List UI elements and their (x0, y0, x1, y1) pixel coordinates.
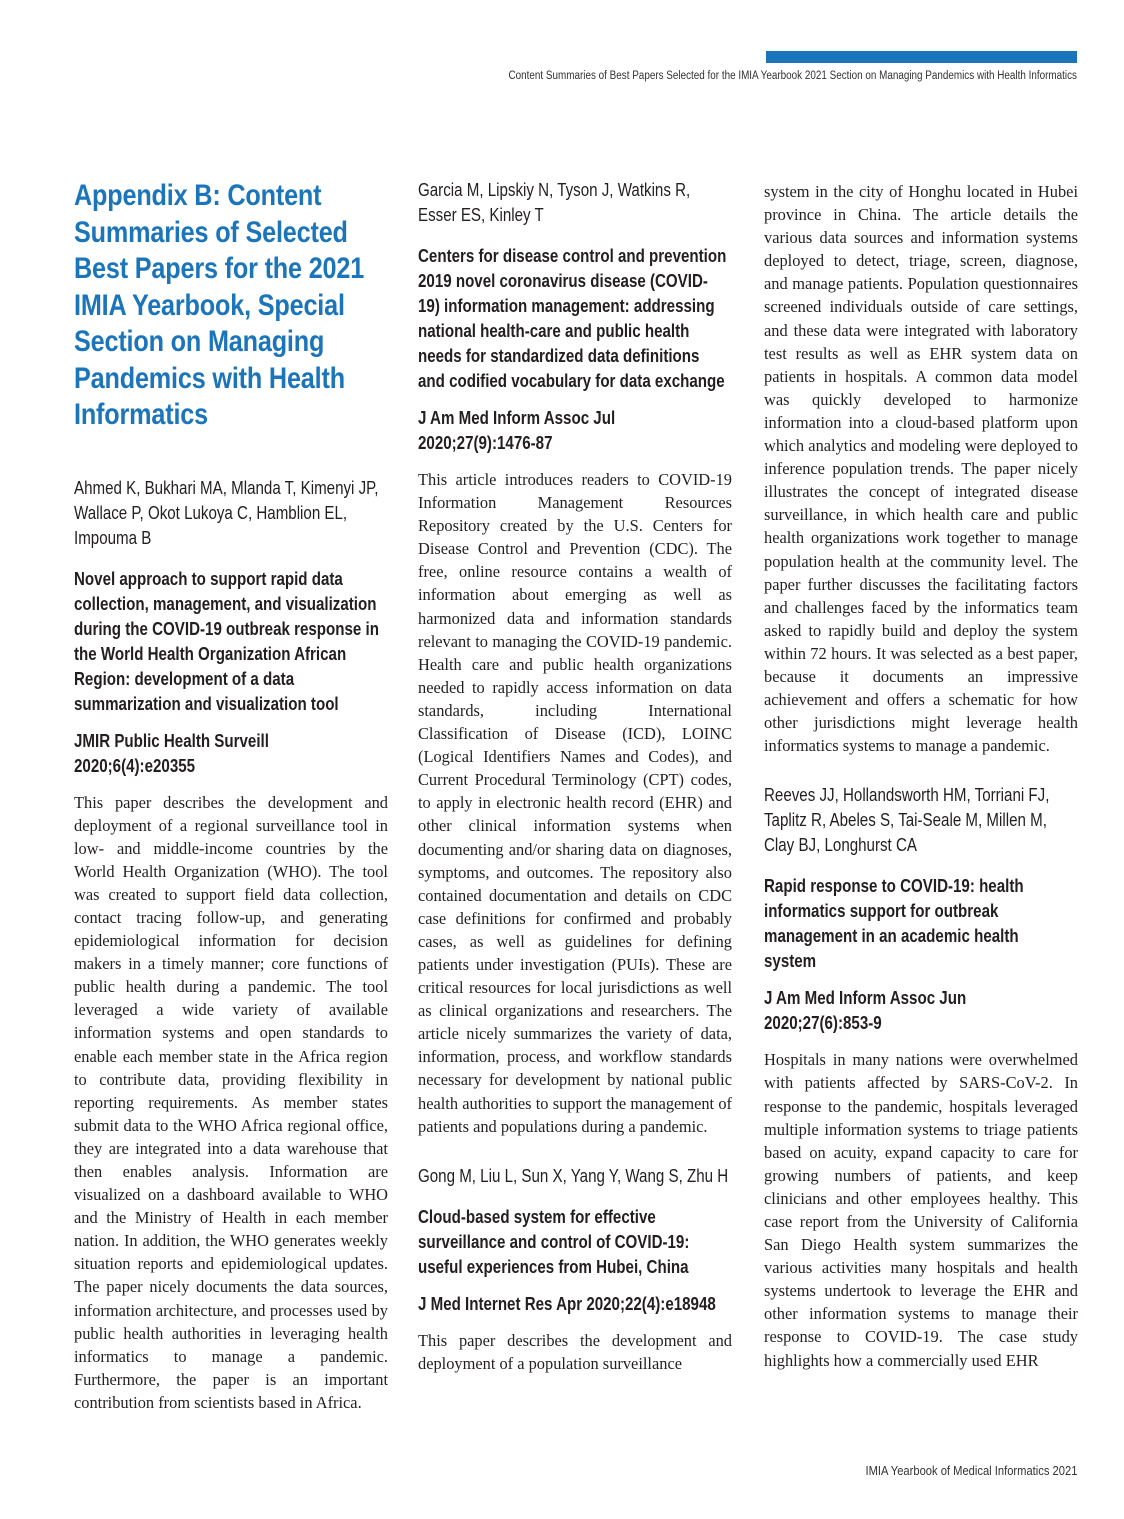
paper-1-title: Novel approach to support rapid data collection, management, and visualization during the COVID-19 outbreak response in the World Health Organization African Region: development of a data summarization and visualization tool (74, 568, 379, 714)
column-3 (764, 178, 1078, 1398)
paper-3-title: Cloud-based system for effective surveillance and control of COVID-19: useful experiences from Hubei, China (418, 1206, 690, 1277)
paper-2-summary: This article introduces readers to COVID-19 Information Management Resources Repository created by the U.S. Centers for Disease Control and Prevention (CDC). The free, online resource contains a wealth of information about emerging as well as harmonized data and information standards relevant to managing the COVID-19 pandemic. Health care and public health organizations needed to rapidly access information on data standards, including International Classification of Disease (ICD), LOINC (Logical Identifiers Names and Codes), and Current Procedural Terminology (CPT) codes, to apply in electronic health record (EHR) and other clinical information systems when documenting and/or sharing data on diagnoses, symptoms, and outcomes. The repository also contained documentation and details on CDC case definitions for confirmed and probably cases, as well as guidelines for defining patients under investigation (PUIs). These are critical resources for local jurisdictions as well as clinical organizations and researchers. The article nicely summarizes the variety of data, information, process, and workflow standards necessary for development by national public health authorities to support the management of patients and populations during a pandemic. (418, 470, 732, 1136)
column-2 (418, 178, 732, 1401)
paper-1-journal: JMIR Public Health Surveill 2020;6(4):e20355 (74, 730, 269, 776)
paper-1-summary: This paper describes the development and deployment of a regional surveillance tool in low- and middle-income countries by the World Health Organization (WHO). The tool was created to support field data collection, contact tracing follow-up, and generating epidemiological information for decision makers in a timely manner; core functions of public health during a pandemic. The tool leveraged a wide variety of available information systems and open standards to enable each member state in the Africa region to contribute data, providing flexibility in reporting requirements. As member states submit data to the WHO Africa regional office, they are integrated into a data warehouse that then enables analysis. Information are visualized on a dashboard available to WHO and the Ministry of Health in each member nation. In addition, the WHO generates weekly situation reports and epidemiological updates. The paper nicely documents the data sources, information architecture, and processes used by public health authorities in leveraging health informatics to manage a pandemic. Furthermore, the paper is an important contribution from scientists based in Africa. (74, 792, 388, 1412)
running-head: Content Summaries of Best Papers Selected for the IMIA Yearbook 2021 Section on Managing Pandemics with Health Informatics (508, 70, 1077, 82)
paper-4-summary: Hospitals in many nations were overwhelmed with patients affected by SARS-CoV-2. In response to the pandemic, hospitals leveraged multiple information systems to triage patients based on acuity, expand capacity to care for growing numbers of patients, and keep clinicians and other employees healthy. This case report from the University of California San Diego Health system summarizes the various activities many hospitals and health systems undertook to leverage the EHR and other information systems to manage their response to COVID-19. The case study highlights how a commercially used EHR (764, 1050, 1078, 1370)
paper-4-title: Rapid response to COVID-19: health informatics support for outbreak management in an academic health system (764, 876, 1024, 972)
paper-2-journal: J Am Med Inform Assoc Jul 2020;27(9):1476-87 (418, 408, 616, 453)
paper-4-journal: J Am Med Inform Assoc Jun 2020;27(6):853-9 (764, 988, 967, 1034)
paper-3-authors: Gong M, Liu L, Sun X, Yang Y, Wang S, Zhu H (418, 1165, 729, 1186)
page-footer: IMIA Yearbook of Medical Informatics 2021 (865, 1463, 1077, 1478)
column-1 (74, 178, 388, 1440)
paper-1-authors: Ahmed K, Bukhari MA, Mlanda T, Kimenyi JP, Wallace P, Okot Lukoya C, Hamblion EL, Impouma B (74, 477, 379, 548)
paper-2-title: Centers for disease control and prevention 2019 novel coronavirus disease (COVID-19) information management: addressing national health-care and public health needs for standardized data definitions and codified vocabulary for data exchange (418, 246, 727, 391)
paper-2-authors: Garcia M, Lipskiy N, Tyson J, Watkins R, Esser ES, Kinley T (418, 180, 691, 225)
paper-3-summary-part2: system in the city of Honghu located in Hubei province in China. The article details the various data sources and information systems deployed to detect, triage, screen, diagnose, and manage patients. Population questionnaires screened individuals outside of care settings, and these data were integrated with laboratory test results as well as EHR system data on patients in hospitals. A common data model was quickly developed to harmonize information into a cloud-based platform upon which analytics and modeling were deployed to inference population trends. The paper nicely illustrates the concept of integrated disease surveillance, in which health care and public health organizations work together to manage population health at the community level. The paper further discusses the facilitating factors and challenges faced by the informatics team asked to rapidly build and deploy the system within 72 hours. It was selected as a best paper, because it documents an impressive achievement and offers a schematic for how other jurisdictions might leverage health informatics systems to manage a pandemic. (764, 182, 1078, 756)
paper-3-summary-part1: This paper describes the development and deployment of a population surveillance (418, 1330, 732, 1373)
paper-4-authors: Reeves JJ, Hollandsworth HM, Torriani FJ, Taplitz R, Abeles S, Tai-Seale M, Millen M, Clay BJ, Longhurst CA (764, 785, 1050, 856)
appendix-title: Appendix B: Content Summaries of Selected Best Papers for the 2021 IMIA Yearbook, Special Section on Managing Pandemics with Health Informatics (74, 179, 365, 431)
header-accent-bar (766, 51, 1077, 63)
paper-3-journal: J Med Internet Res Apr 2020;22(4):e18948 (418, 1293, 716, 1314)
